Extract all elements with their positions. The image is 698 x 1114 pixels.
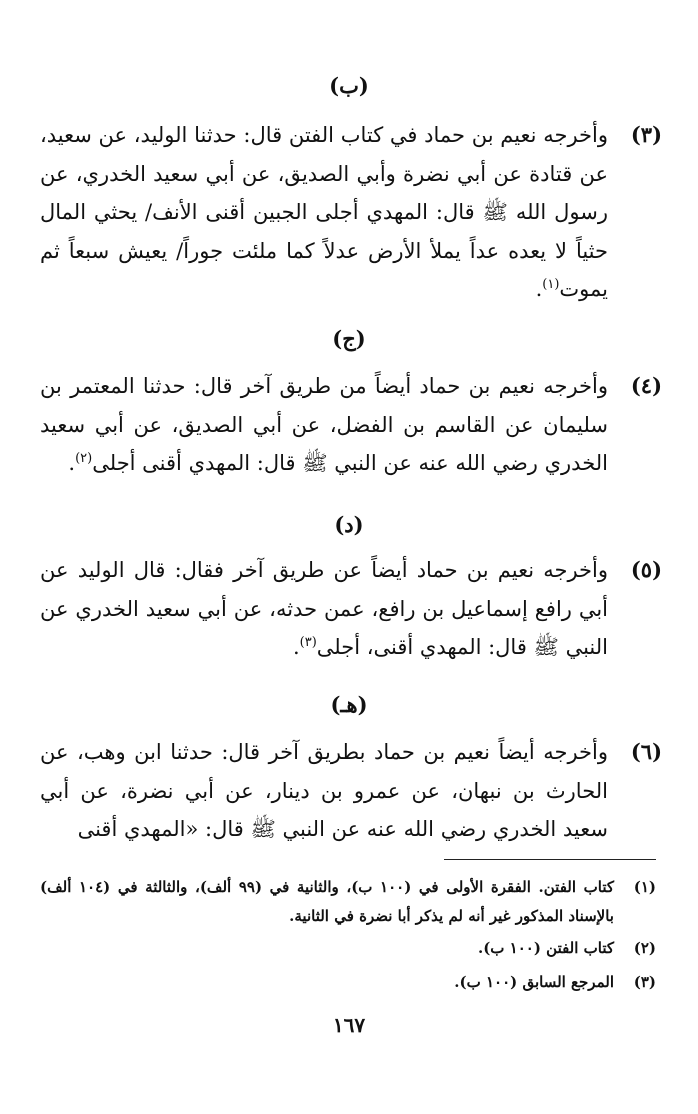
- hadith-paragraph-4: [40, 367, 662, 483]
- section-heading-ba: (ب): [329, 73, 369, 98]
- footnote-text: كتاب الفتن. الفقرة الأولى في (١٠٠ ب)، والثانية في (٩٩ ألف)، والثالثة في (١٠٤ ألف) بالإسناد المذكور غير أنه لم يذكر أبا نضرة في الثانية.: [40, 878, 614, 925]
- footnote-number: (٢): [633, 939, 656, 957]
- hadith-paragraph-5: [40, 551, 662, 667]
- footnote-divider: [444, 859, 656, 860]
- hadith-text: وأخرجه نعيم بن حماد أيضاً من طريق آخر قال: حدثنا المعتمر بن سليمان عن القاسم بن الفضل، عن أبي الصديق، عن أبي سعيد الخدري رضي الله عنه عن النبي ﷺ قال: المهدي أقنى أجلى$^{(٢)}$.: [40, 374, 608, 475]
- footnote-text: المرجع السابق (١٠٠ ب).: [454, 973, 614, 991]
- footnote-reference: (١): [542, 277, 560, 292]
- hadith-text: وأخرجه أيضاً نعيم بن حماد بطريق آخر قال: حدثنا ابن وهب، عن الحارث بن نبهان، عن عمرو بن دينار، عن أبي نضرة، عن أبي سعيد الخدري رضي الله عنه عن النبي ﷺ قال: «المهدي أقنى: [40, 740, 608, 841]
- footnote-text: كتاب الفتن (١٠٠ ب).: [477, 939, 614, 957]
- footnote-reference: (٣): [299, 635, 317, 650]
- footnote-number: (١): [633, 878, 656, 896]
- hadith-number: (٦): [630, 739, 662, 764]
- hadith-text: وأخرجه نعيم بن حماد في كتاب الفتن قال: حدثنا الوليد، عن سعيد، عن قتادة عن أبي نضرة وأبي الصديق، عن أبي سعيد الخدري، عن رسول الله ﷺ قال: المهدي أجلى الجبين أقنى الأنف/ يحثي المال حثياً لا يعده عداً يملأ الأرض عدلاً كما ملئت جوراً/ يعيش سبعاً ثم يموت$^{(١)}$.: [40, 123, 608, 301]
- footnote-2: [40, 934, 656, 963]
- hadith-paragraph-6: [40, 733, 662, 849]
- section-heading-dal: (د): [334, 512, 364, 537]
- footnote-number: (٣): [633, 973, 656, 991]
- footnote-3: [40, 968, 656, 997]
- footnote-1: [40, 873, 656, 931]
- section-heading-jim: (ج): [332, 326, 366, 351]
- section-heading-ha: (هـ): [330, 692, 368, 717]
- hadith-number: (٣): [630, 122, 662, 147]
- hadith-number: (٥): [630, 557, 662, 582]
- hadith-text: وأخرجه نعيم بن حماد أيضاً عن طريق آخر فقال: قال الوليد عن أبي رافع إسماعيل بن رافع، عمن حدثه، عن أبي سعيد الخدري عن النبي ﷺ قال: المهدي أقنى، أجلى$^{(٣)}$.: [40, 558, 608, 659]
- hadith-number: (٤): [630, 373, 662, 398]
- hadith-paragraph-3: [40, 116, 662, 309]
- page-number: ١٦٧: [332, 1013, 366, 1037]
- footnote-reference: (٢): [75, 451, 93, 466]
